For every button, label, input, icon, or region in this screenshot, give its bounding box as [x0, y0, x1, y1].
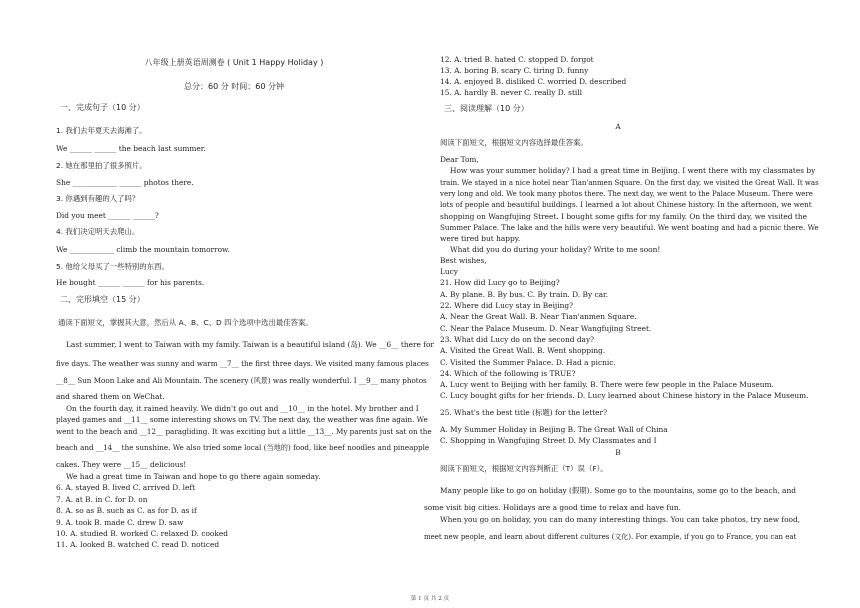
part-a-label: A — [615, 122, 621, 131]
question-line: 25. What's the best title (标题) for the letter? — [440, 408, 608, 417]
letter-greeting: Dear Tom, — [440, 155, 479, 164]
cloze-line: We had a great time in Taiwan and hope to go there again someday. — [66, 472, 321, 481]
letter-line: shopping on Wangfujing Street. I bought some gifts for my family. On the third day, we visited the — [440, 212, 807, 221]
letter-line: very long and old. We took many photos there. The next day, we went to the Palace Museum. There were — [440, 190, 813, 198]
question-line: C. Near the Palace Museum. D. Near Wangfujing Street. — [440, 324, 652, 333]
cloze-option: 9. A. took B. made C. drew D. saw — [56, 518, 184, 527]
s1-item3-cn: 3. 你遇到有趣的人了吗？ — [56, 194, 140, 203]
cloze-line: __8__ Sun Moon Lake and Ali Mountain. The scenery (风景) was really wonderful. I __9__ many photos — [56, 376, 427, 385]
score-time-line: 总分：60 分 时间：60 分钟 — [184, 82, 284, 91]
section2-instruction: 通读下面短文，掌握其大意，然后从 A、B、C、D 四个选项中选出最佳答案。 — [58, 318, 313, 327]
part-b-line: some visit big cities. Holidays are a good time to relax and have fun. — [424, 503, 682, 512]
s1-item2-cn: 2. 她在那里拍了很多照片。 — [56, 161, 147, 170]
question-line: C. Shopping in Wangfujing Street D. My Classmates and I — [440, 436, 657, 445]
section3-heading: 三、阅读理解（10 分） — [444, 104, 529, 113]
s1-item4-en: We ____________ climb the mountain tomorrow. — [56, 245, 230, 254]
cloze-line: On the fourth day, it rained heavily. We didn't go out and __10__ in the hotel. My brother and I — [66, 404, 419, 413]
letter-line: How was your summer holiday? I had a great time in Beijing. I went there with my classmates by — [450, 166, 816, 175]
question-line: 23. What did Lucy do on the second day? — [440, 335, 595, 344]
exam-title: 八年级上册英语周测卷 ( Unit 1 Happy Holiday ) — [144, 58, 324, 67]
section2-heading: 二、完形填空（15 分） — [60, 295, 145, 304]
letter-line: Summer Palace. The lake and the hills were very beautiful. We went boating and had a picnic there. We — [440, 223, 819, 232]
cloze-option: 13. A. boring B. scary C. tiring D. funny — [440, 66, 589, 75]
cloze-line: beach and __14__ the sunshine. We also tried some local (当地的) food, like beef noodles and pineapple — [56, 443, 430, 452]
cloze-option: 8. A. so as B. such as C. as for D. as if — [56, 506, 197, 515]
question-line: A. By plane. B. By bus. C. By train. D. By car. — [440, 290, 609, 299]
letter-line: lots of people and beautiful buildings. I learned a lot about Chinese history. In the afternoon, we went — [440, 200, 812, 209]
letter-line: Best wishes, — [440, 256, 487, 265]
question-line: 24. Which of the following is TRUE? — [440, 369, 576, 378]
letter-line: were tired but happy. — [440, 234, 521, 243]
question-line: C. Lucy bought gifts for her friends. D. Lucy learned about Chinese history in the Palace Museum. — [440, 391, 809, 400]
cloze-line: cakes. They were __15__ delicious! — [56, 460, 187, 469]
letter-line: train. We stayed in a nice hotel near Tian'anmen Square. On the first day, we visited the Great Wall. It was — [440, 179, 819, 187]
question-line: A. Visited the Great Wall. B. Went shopping. — [440, 346, 606, 355]
cloze-option: 14. A. enjoyed B. disliked C. worried D. described — [440, 77, 627, 86]
s1-item5-en: He bought ______ ______ for his parents. — [56, 278, 205, 287]
cloze-option: 12. A. tried B. hated C. stopped D. forgot — [440, 55, 594, 64]
cloze-line: and shared them on WeChat. — [56, 392, 165, 401]
question-line: 22. Where did Lucy stay in Beijing? — [440, 301, 574, 310]
page-footer: 第 1 页 共 2 页 — [410, 596, 450, 602]
cloze-option: 6. A. stayed B. lived C. arrived D. left — [56, 483, 196, 492]
cloze-option: 10. A. studied B. worked C. relaxed D. cooked — [56, 529, 228, 538]
cloze-line: played games and __11__ some interesting shows on TV. The next day, the weather was fine again. We — [56, 415, 428, 424]
part-a-instruction: 阅读下面短文，根据短文内容选择最佳答案。 — [440, 138, 588, 147]
part-b-line: meet new people, and learn about different cultures (文化). For example, if you go to France, you can eat — [424, 533, 797, 541]
question-line: A. Lucy went to Beijing with her family. B. There were few people in the Palace Museum. — [440, 380, 774, 389]
letter-signature: Lucy — [440, 267, 458, 276]
cloze-line: five days. The weather was sunny and warm __7__ the first three days. We visited many famous places — [56, 359, 429, 368]
s1-item1-cn: 1. 我们去年夏天去海滩了。 — [56, 126, 147, 135]
s1-item3-en: Did you meet ______ ______? — [56, 211, 159, 220]
part-b-label: B — [615, 448, 621, 457]
s1-item2-en: She ____________ ______ photos there. — [56, 178, 194, 187]
part-b-instruction: 阅读下面短文，根据短文内容判断正（T）误（F）。 — [440, 464, 608, 473]
cloze-option: 15. A. hardly B. never C. really D. still — [440, 88, 583, 97]
question-line: C. Visited the Summer Palace. D. Had a picnic. — [440, 358, 616, 367]
s1-item1-en: We ______ ______ the beach last summer. — [56, 144, 206, 153]
section1-heading: 一、完成句子（10 分） — [60, 103, 145, 112]
s1-item5-cn: 5. 他给父母买了一些特别的东西。 — [56, 262, 169, 271]
part-b-line: Many people like to go on holiday (假期). Some go to the mountains, some go to the beach, and — [440, 486, 796, 495]
question-line: A. My Summer Holiday in Beijing B. The Great Wall of China — [440, 425, 668, 434]
cloze-line: Last summer, I went to Taiwan with my family. Taiwan is a beautiful island (岛). We __6__ there for — [66, 340, 434, 349]
part-b-line: When you go on holiday, you can do many interesting things. You can take photos, try new food, — [440, 515, 801, 524]
question-line: A. Near the Great Wall. B. Near Tian'anmen Square. — [440, 312, 637, 321]
cloze-option: 7. A. at B. in C. for D. on — [56, 495, 148, 504]
letter-line: What did you do during your holiday? Write to me soon! — [450, 245, 661, 254]
s1-item4-cn: 4. 我们决定明天去爬山。 — [56, 227, 140, 236]
cloze-line: went to the beach and __12__ paragliding. It was exciting but a little __13__. My parents just sat on the — [56, 427, 432, 436]
question-line: 21. How did Lucy go to Beijing? — [440, 278, 560, 287]
cloze-option: 11. A. looked B. watched C. read D. noticed — [56, 540, 220, 549]
